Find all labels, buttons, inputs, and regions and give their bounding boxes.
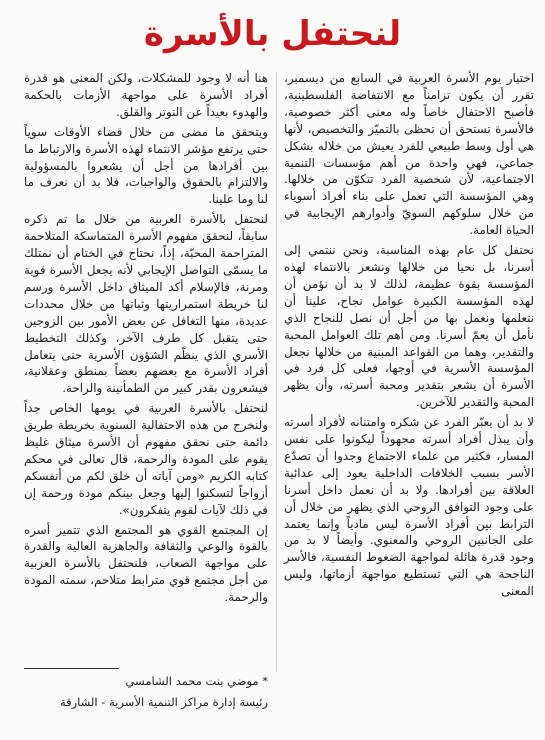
title-wrap bbox=[0, 14, 545, 54]
paragraph: لنحتفل بالأسرة العربية في يومها الخاص جداً ولنخرج من هذه الاحتفالية السنوية بخريطة طريق دائمة حتى نحقق مفهوم أن الأسرة ميثاق غليظ يقوم على المودة والرحمة، قال تعالى في محكم كتابه الكريم «ومن آياته أن خلق لكم من أنفسكم أزواجاً لتسكنوا إليها وجعل بينكم مودة ورحمة إن في ذلك لآيات لقوم يتفكرون». bbox=[24, 401, 268, 517]
paragraph: هنا أنه لا وجود للمشكلات، ولكن المعنى هو قدرة أفراد الأسرة على مواجهة الأزمات بالحكمة والهدوء بعيداً عن التوتر والقلق. bbox=[24, 71, 268, 119]
paragraph: اختيار يوم الأسرة العربية في السابع من ديسمبر، تقرر أن يكون تزامناً مع الانتفاضة الفلسطينية، فأصبح الاحتفال خاصاً وله معنى أكثر خصوصية، فالأسرة تستحق أن تحظى بالتميّز والتخصيص، لأنها هي أول وسط طبيعي للفرد يعيش من خلاله بشكل جماعي، فهي واحدة من أهم مؤسسات التنمية الاجتماعية، لأن شخصية الفرد تتكوّن من خلالها. وهي المؤسسة التي تعمل على بناء أفراد أسوياء من خلال سلوكهم السويّ وأدوارهم الإيجابية في الحياة العامة. bbox=[284, 71, 534, 238]
paragraph: لنحتفل بالأسرة العربية من خلال ما تم ذكره سابقاً، لنحقق مفهوم الأسرة المتماسكة المتلاحمة المتراحمة المحبّة، إذاً، نحتاج في الختام أن نمتلك ما يسمّى التواصل الإيجابي لأنه يجعل الأسرة قوية ومرنة، فالإسلام أكد الميثاق داخل الأسرة ورسم لنا خريطة استمراريتها وثباتها من خلال محددات عديدة، منها التغافل عن بعض الأمور بين الزوجين حتى يتقبل كل طرف الآخر، وكذلك التخطيط الأسري الذي ينظّم الشؤون الأسرية حتى يتعامل أفراد الأسرة مع بعضهم بعضاً بمنطق وعقلانية، فيشعرون بقدر كبير من الطمأنينة والراحة. bbox=[24, 212, 268, 396]
paragraph: لا بد أن يعبّر الفرد عن شكره وامتنانه لأفراد أسرته وأن يبذل أفراد أسرته مجهوداً ليكونوا على نفس المسار، فكثير من علماء الاجتماع وجدوا أن تصدّع الأسر بسبب الخلافات الداخلية يعود إلى عدائية العلاقة بين أفرادها. ولا بد أن نعمل داخل أسرنا على وجود التوافق الروحي الذي يظهر من خلال أن الترابط بين أفراد الأسرة ليس مادياً وإنما يعتمد على الجانبين الروحي والمعنوي. وأيضاً لا بد من وجود قدرة هائلة لمواجهة الضغوط النفسية، فالأسر الناجحة هي التي تستطيع مواجهة أزماتها، وليس المعنى bbox=[284, 415, 534, 599]
right-column bbox=[284, 70, 534, 600]
paragraph: نحتفل كل عام بهذه المناسبة، ونحن ننتمي إلى أسرنا، بل نحيا من خلالها ونشعر بالانتماء لهذه المؤسسة بقوة عظيمة، لذلك لا بد أن نؤمن أن لهذه المؤسسة الكبيرة عوامل نجاح، علينا أن نتعلمها ونعمل بها من أجل أن نصل للنجاح الذي نأمل أن يعمّ أسرنا. ومن أهم تلك العوامل المحبة والتقدير، وهما من القواعد المبنية من خلالها نجعل المؤسسة الأسرية في أوجها، فعلى كل فرد في الأسرة أن يشعر بتقدير ومحبة أسرته، وأن يظهر المحبة والتقدير للآخرين. bbox=[284, 243, 534, 410]
signature-rule bbox=[24, 668, 119, 669]
column-divider bbox=[276, 72, 277, 672]
author-role: رئيسة إدارة مراكز التنمية الأسرية - الشارقة bbox=[59, 695, 268, 709]
paragraph: ويتحقق ما مضى من خلال قضاء الأوقات سوياً حتى يرتفع مؤشر الانتماء لهذه الأسرة والارتباط ما بين أفرادها من أجل أن يشعروا بالمسؤولية والالتزام بالحقوق والواجبات، فلا بد أن نعرف ما لنا وما علينا. bbox=[24, 124, 268, 207]
paragraph: إن المجتمع القوي هو المجتمع الذي تتميز أسره بالقوة والوعي والثقافة والجاهزية العالية والقدرة على مواجهة الصعاب، فلنحتفل بالأسرة العربية من أجل مجتمع قوي مترابط متلاحم، سمته المودة والرحمة. bbox=[24, 522, 268, 605]
article-title: لنحتفل بالأسرة bbox=[143, 14, 402, 54]
author-name: * موضي بنت محمد الشامسي bbox=[125, 674, 268, 688]
left-column bbox=[24, 70, 268, 606]
